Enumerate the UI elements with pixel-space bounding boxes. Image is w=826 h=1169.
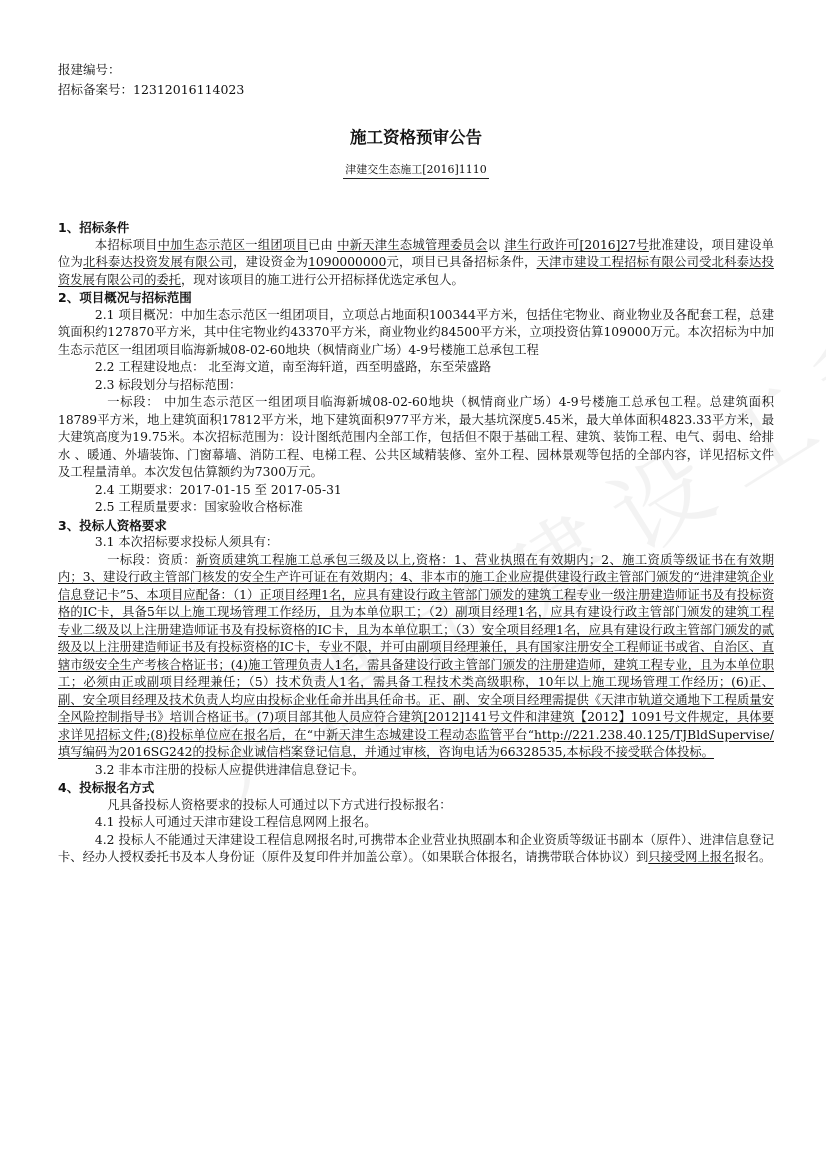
offline-registration: 4.2 投标人不能通过天津建设工程信息网报名时,可携带本企业营业执照副本和企业资质等级证书副本（原件）、进津信息登记卡、经办人授权委托书及本人身份证（原件及复印件并加盖公章）。（如果联合体报名，请携带联合体协议）到只接受网上报名报名。 bbox=[58, 832, 774, 864]
lot-one-qualification: 一标段：资质：新资质建筑工程施工总承包三级及以上,资格：1、营业执照在有效期内；2、施工资质等级证书在有效期内；3、建设行政主管部门核发的安全生产许可证在有效期内；4、非本市的施工企业应提供建设行政主管部门颁发的“进津建筑企业信息登记卡”5、本项目应配备：（1）正项目经理1名，应具有建设行政主管部门颁发的建筑工程专业一级注册建造师证书及有投标资格的IC卡，具备5年以上施工现场管理工作经历，且为本单位职工；（2）副项目经理1名，应具有建设行政主管部门颁发的建筑工程专业二级及以上注册建造师证书及有投标资格的IC卡，且为本单位职工；（3）安全项目经理1名，应具有建设行政主管部门颁发的贰级及以上注册建造师证书及有投标资格的IC卡，专业不限，并可由副项目经理兼任，具有国家注册安全工程师证书或省、自治区、直辖市级安全生产考核合格证书；(4)施工管理负责人1名，需具备建设行政主管部门颁发的注册建造师，建筑工程专业，且为本单位职工；必须由正或副项目经理兼任；（5）技术负责人1名，需具备工程技术类高级职称，10年以上施工现场管理工作经历；(6)正、副、安全项目经理及技术负责人均应由投标企业任命并出具任命书。正、副、安全项目经理需提供《天津市轨道交通地下工程质量安全风险控制指导书》培训合格证书。(7)项目部其他人员应符合建筑[2012]141号文件和津建筑【2012】1091号文件规定，具体要求详见招标文件;(8)投标单位应在报名后，在“中新天津生态城建设工程动态监管平台“http://221.238.40.125/TJBldSupervise/填写编码为2016SG242的投标企业诚信档案登记信息，并通过审核，咨询电话为66328535,本标段不接受联合体投标。 bbox=[58, 552, 774, 759]
section-1-paragraph: 本招标项目中加生态示范区一组团项目已由 中新天津生态城管理委员会以 津生行政许可[2016]27号批准建设，项目建设单位为北科泰达投资发展有限公司，建设资金为1090000000元，项目已具备招标条件，天津市建设工程招标有限公司受北科泰达投资发展有限公司的委托，现对该项目的施工进行公开招标择优选定承包人。 bbox=[58, 237, 774, 287]
section-1-heading: 1、招标条件 bbox=[58, 220, 130, 235]
tender-filing-number: 招标备案号：12312016114023 bbox=[58, 82, 245, 97]
online-registration: 4.1 投标人可通过天津市建设工程信息网网上报名。 bbox=[94, 815, 377, 829]
construction-location: 2.2 工程建设地点： 北至海文道，南至海轩道，西至明盛路，东至荣盛路 bbox=[94, 360, 492, 374]
section-4-heading: 4、投标报名方式 bbox=[58, 780, 155, 795]
lot-division-heading: 2.3 标段划分与招标范围： bbox=[94, 377, 242, 392]
page-title: 施工资格预审公告 bbox=[350, 128, 482, 147]
duration-requirement: 2.4 工期要求：2017-01-15 至 2017-05-31 bbox=[94, 482, 342, 497]
registration-intro: 凡具备投标人资格要求的投标人可通过以下方式进行投标报名： bbox=[107, 797, 452, 812]
section-2-heading: 2、项目概况与招标范围 bbox=[58, 290, 192, 305]
non-local-bidder-note: 3.2 非本市注册的投标人应提供进津信息登记卡。 bbox=[94, 762, 365, 777]
document-page bbox=[58, 60, 774, 867]
section-3-heading: 3、投标人资格要求 bbox=[58, 517, 167, 533]
project-overview: 2.1 项目概况：中加生态示范区一组团项目，立项总占地面积100344平方米，包括住宅物业、商业物业及各配套工程，总建筑面积约127870平方米，其中住宅物业约43370平方米，商业物业约84500平方米，立项投资估算109000万元。本次招标为中加生态示范区一组团项目临海新城08-02-60地块（枫情商业广场）4-9号楼施工总承包工程 bbox=[58, 307, 774, 357]
construction-report-number: 报建编号： bbox=[58, 62, 121, 77]
bidder-requirement-intro: 3.1 本次招标要求投标人须具有： bbox=[94, 535, 279, 549]
quality-requirement: 2.5 工程质量要求：国家验收合格标准 bbox=[94, 500, 303, 514]
lot-one-scope: 一标段： 中加生态示范区一组团项目临海新城08-02-60地块（枫情商业广场）4-9号楼施工总承包工程。总建筑面积18789平方米，地上建筑面积17812平方米，地下建筑面积977平方米，最大基坑深度5.45米，最大单体面积4823.33平方米，最大建筑高度为19.75米。本次招标范围为：设计图纸范围内全部工作，包括但不限于基础工程、建筑、装饰工程、电气、弱电、给排水 、暖通、外墙装饰、门窗幕墙、消防工程、电梯工程、公共区域精装修、室外工程、园林景观等包括的全部内容，详见招标文件及工程量清单。本次发包估算额约为7300万元。 bbox=[58, 395, 774, 479]
document-number: 津建交生态施工[2016]1110 bbox=[343, 161, 489, 179]
